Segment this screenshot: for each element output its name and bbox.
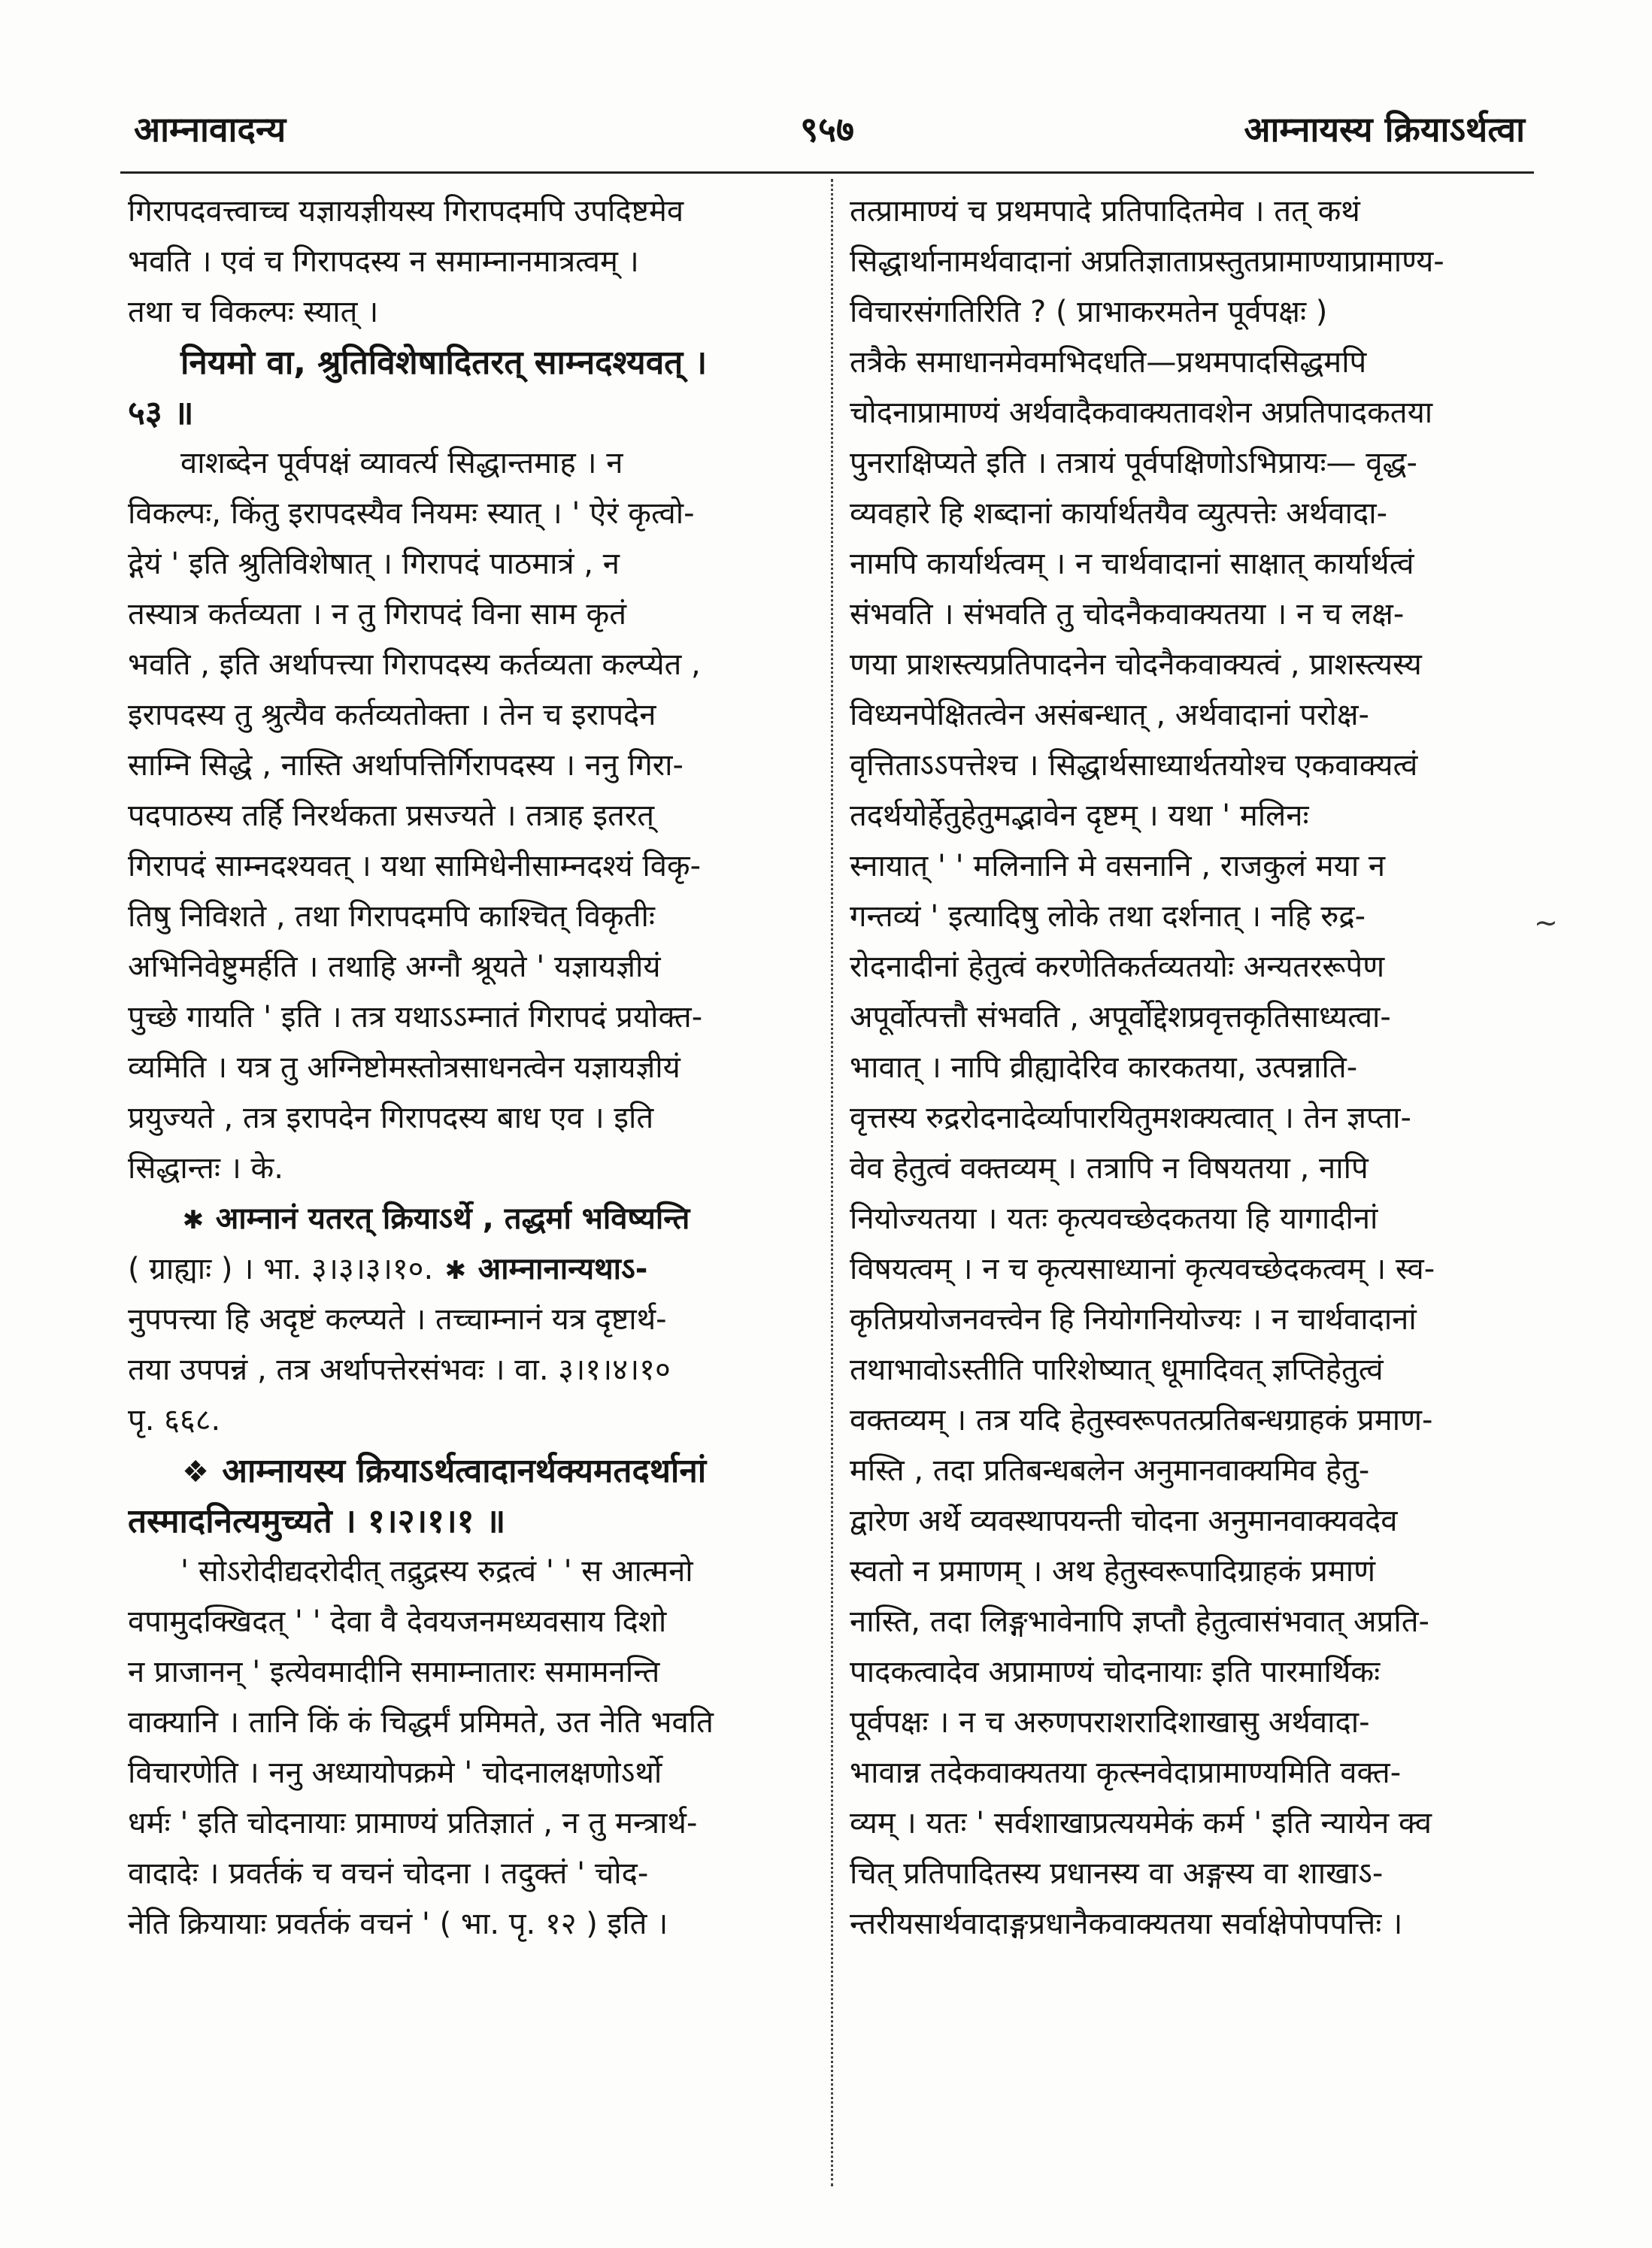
header-left-title: आम्नावादन्य	[134, 109, 286, 150]
text-line: तत्रैके समाधानमेवमभिदधति—प्रथमपादसिद्धमपि	[850, 345, 1367, 380]
text-line: वाशब्देन पूर्वपक्षं व्यावर्त्य सिद्धान्तमाह । न	[180, 446, 623, 480]
text-line: व्यमिति । यत्र तु अग्निष्टोमस्तोत्रसाधनत्वेन यज्ञायज्ञीयं	[128, 1050, 681, 1085]
asterisk-icon: ✱	[182, 1205, 205, 1235]
sutra-line: नियमो वा, श्रुतिविशेषादितरत् साम्नदश्यवत् ।	[180, 344, 708, 382]
text-line: तदर्थयोर्हेतुहेतुमद्भावेन दृष्टम् । यथा ' मलिनः	[850, 798, 1309, 833]
text-line: मस्ति , तदा प्रतिबन्धबलेन अनुमानवाक्यमिव हेतु-	[850, 1453, 1370, 1488]
text-line: व्यवहारे हि शब्दानां कार्यार्थतयैव व्युत्पत्तेः अर्थवादा-	[850, 496, 1388, 531]
header-right-title: आम्नायस्य क्रियाऽर्थत्वा	[1244, 109, 1525, 150]
text-line: नेति क्रियायाः प्रवर्तकं वचनं ' ( भा. पृ. १२ ) इति ।	[128, 1907, 668, 1941]
text-line: विचारसंगतिरिति ? ( प्राभाकरमतेन पूर्वपक्षः )	[850, 295, 1328, 329]
text-line: स्वतो न प्रमाणम् । अथ हेतुस्वरूपादिग्राहकं प्रमाणं	[850, 1554, 1376, 1589]
text-line: स्नायात् ' ' मलिनानि मे वसनानि , राजकुलं मया न	[850, 849, 1386, 883]
left-column	[128, 186, 812, 2186]
text-line: पुनराक्षिप्यते इति । तत्रायं पूर्वपक्षिणोऽभिप्रायः— वृद्ध-	[850, 446, 1417, 480]
text-line: तस्यात्र कर्तव्यता । न तु गिरापदं विना साम कृतं	[128, 597, 626, 632]
text-line: तिषु निविशते , तथा गिरापदमपि काश्चित् विकृतीः	[128, 899, 655, 934]
text-line: तथाभावोऽस्तीति पारिशेष्यात् धूमादिवत् ज्ञप्तिहेतुत्वं	[850, 1353, 1384, 1387]
text-line: सिद्धान्तः । के.	[128, 1151, 283, 1186]
text-line: अपूर्वोत्पत्तौ संभवति , अपूर्वोद्देशप्रवृत्तकृतिसाध्यत्वा-	[850, 1000, 1391, 1035]
text-line: पूर्वपक्षः । न च अरुणपराशरादिशाखासु अर्थवादा-	[850, 1705, 1370, 1740]
text-line: गिरापदवत्त्वाच्च यज्ञायज्ञीयस्य गिरापदमपि उपदिष्टमेव	[128, 194, 684, 229]
reference-line: नुपपत्त्या हि अदृष्टं कल्प्यते । तच्चाम्नानं यत्र दृष्टार्थ-	[128, 1302, 667, 1337]
sutra-number: ५३ ॥	[128, 394, 194, 432]
header-rule	[120, 171, 1534, 174]
text-line: इरापदस्य तु श्रुत्यैव कर्तव्यतोक्ता । तेन च इरापदेन	[128, 698, 656, 732]
text-line: न प्राजानन् ' इत्येवमादीनि समाम्नातारः समामनन्ति	[128, 1655, 660, 1689]
sutra-heading: तस्मादनित्यमुच्यते । १।२।१।१ ॥	[128, 1502, 506, 1541]
sutra-heading	[128, 1446, 812, 1496]
text-line: भवति , इति अर्थापत्त्या गिरापदस्य कर्तव्यता कल्प्येत ,	[128, 647, 701, 682]
text-line: णया प्राशस्त्यप्रतिपादनेन चोदनैकवाक्यत्वं , प्राशस्त्यस्य	[850, 647, 1422, 682]
text-line: वपामुदक्खिदत् ' ' देवा वै देवयजनमध्यवसाय दिशो	[128, 1604, 667, 1639]
text-line: भावान्न तदेकवाक्यतया कृत्स्नवेदाप्रामाण्यमिति वक्त-	[850, 1756, 1402, 1790]
sutra-heading-text: आम्नायस्य क्रियाऽर्थत्वादानर्थक्यमतदर्थानां	[222, 1452, 707, 1490]
text-line: भवति । एवं च गिरापदस्य न समाम्नानमात्रत्वम् ।	[128, 244, 639, 279]
text-line: नियोज्यतया । यतः कृत्यवच्छेदकतया हि यागादीनां	[850, 1201, 1378, 1236]
text-line: साम्नि सिद्धे , नास्ति अर्थापत्तिर्गिरापदस्य । ननु गिरा-	[128, 748, 684, 783]
text-line: सिद्धार्थानामर्थवादानां अप्रतिज्ञाताप्रस्तुतप्रामाण्याप्रामाण्य-	[850, 244, 1444, 279]
text-line: द्गेयं ' इति श्रुतिविशेषात् । गिरापदं पाठमात्रं , न	[128, 547, 620, 581]
text-line: व्यम् । यतः ' सर्वशाखाप्रत्ययमेकं कर्म ' इति न्यायेन क्व	[850, 1806, 1432, 1841]
text-line: विचारणेति । ननु अध्यायोपक्रमे ' चोदनालक्षणोऽर्थो	[128, 1756, 662, 1790]
text-line: रोदनादीनां हेतुत्वं करणेतिकर्तव्यतयोः अन्यतररूपेण	[850, 950, 1385, 984]
column-divider	[831, 179, 833, 2186]
text-line: वाक्यानि । तानि किं कं चिद्धर्मं प्रमिमते, उत नेति भवति	[128, 1705, 714, 1740]
text-line: प्रयुज्यते , तत्र इरापदेन गिरापदस्य बाध एव । इति	[128, 1101, 654, 1135]
page-number: ९५७	[800, 109, 854, 150]
reference-text: आम्नानं यतरत् क्रियाऽर्थे , तद्धर्मा भविष्यन्ति	[215, 1201, 690, 1236]
text-line: गन्तव्यं ' इत्यादिषु लोके तथा दर्शनात् । नहि रुद्र-	[850, 899, 1366, 934]
asterisk-icon: ✱	[444, 1256, 467, 1286]
text-line: चित् प्रतिपादितस्य प्रधानस्य वा अङ्गस्य वा शाखाऽ-	[850, 1856, 1384, 1891]
text-line: अभिनिवेष्टुमर्हति । तथाहि अग्नौ श्रूयते ' यज्ञायज्ञीयं	[128, 950, 661, 984]
text-line: ' सोऽरोदीद्यदरोदीत् तद्रुद्रस्य रुद्रत्वं ' ' स आत्मनो	[180, 1554, 693, 1589]
section-mark-icon: ❖	[182, 1455, 209, 1489]
text-line: धर्मः ' इति चोदनायाः प्रामाण्यं प्रतिज्ञातं , न तु मन्त्रार्थ-	[128, 1806, 698, 1841]
text-line: कृतिप्रयोजनवत्त्वेन हि नियोगनियोज्यः । न चार्थवादानां	[850, 1302, 1417, 1337]
reference-line	[128, 1244, 812, 1295]
reference-text: आम्नानान्यथाऽ-	[477, 1252, 648, 1286]
text-line: पुच्छे गायति ' इति । तत्र यथाऽऽम्नातं गिरापदं प्रयोक्त-	[128, 1000, 703, 1035]
text-line: वादादेः । प्रवर्तकं च वचनं चोदना । तदुक्तं ' चोद-	[128, 1856, 649, 1891]
text-line: पादकत्वादेव अप्रामाण्यं चोदनायाः इति पारमार्थिकः	[850, 1655, 1381, 1689]
text-line: विकल्पः, किंतु इरापदस्यैव नियमः स्यात् । ' ऐरं कृत्वो-	[128, 496, 695, 531]
right-column	[850, 186, 1534, 2186]
text-line: तत्प्रामाण्यं च प्रथमपादे प्रतिपादितमेव । तत् कथं	[850, 194, 1360, 229]
text-line: वृत्तिताऽऽपत्तेश्च । सिद्धार्थसाध्यार्थतयोश्च एकवाक्यत्वं	[850, 748, 1418, 783]
text-line: द्वारेण अर्थे व्यवस्थापयन्ती चोदना अनुमानवाक्यवदेव	[850, 1504, 1398, 1538]
text-line: वक्तव्यम् । तत्र यदि हेतुस्वरूपतत्प्रतिबन्धग्राहकं प्रमाण-	[850, 1403, 1433, 1438]
text-line: भावात् । नापि व्रीह्यादेरिव कारकतया, उत्पन्नाति-	[850, 1050, 1358, 1085]
text-line: गिरापदं साम्नदश्यवत् । यथा सामिधेनीसाम्नदश्यं विकृ-	[128, 849, 702, 883]
running-header	[120, 105, 1534, 165]
text-line: तथा च विकल्पः स्यात् ।	[128, 295, 379, 329]
margin-mark: ~	[1534, 906, 1558, 939]
text-line: पदपाठस्य तर्हि निरर्थकता प्रसज्यते । तत्राह इतरत्	[128, 798, 655, 833]
text-line: न्तरीयसार्थवादाङ्गप्रधानैकवाक्यतया सर्वाक्षेपोपपत्तिः ।	[850, 1907, 1403, 1941]
text-line: चोदनाप्रामाण्यं अर्थवादैकवाक्यतावशेन अप्रतिपादकतया	[850, 395, 1433, 430]
text-line: वेव हेतुत्वं वक्तव्यम् । तत्रापि न विषयतया , नापि	[850, 1151, 1369, 1186]
text-line: विध्यनपेक्षितत्वेन असंबन्धात् , अर्थवादानां परोक्ष-	[850, 698, 1369, 732]
reference-line: तया उपपन्नं , तत्र अर्थापत्तेरसंभवः । वा. ३।१।४।१०	[128, 1353, 671, 1387]
text-line: विषयत्वम् । न च कृत्यसाध्यानां कृत्यवच्छेदकत्वम् । स्व-	[850, 1252, 1435, 1286]
text-line: नास्ति, तदा लिङ्गभावेनापि ज्ञप्तौ हेतुत्वासंभवात् अप्रति-	[850, 1604, 1429, 1639]
text-line: नामपि कार्यार्थत्वम् । न चार्थवादानां साक्षात् कार्यार्थत्वं	[850, 547, 1414, 581]
reference-line	[128, 1194, 812, 1244]
reference-line: पृ. ६६८.	[128, 1403, 221, 1438]
text-line: संभवति । संभवति तु चोदनैकवाक्यतया । न च लक्ष-	[850, 597, 1405, 632]
text-line: वृत्तस्य रुद्ररोदनादेर्व्यापारयितुमशक्यत्वात् । तेन ज्ञप्ता-	[850, 1101, 1411, 1135]
reference-text: ( ग्राह्याः ) । भा. ३।३।३।१०.	[128, 1252, 443, 1286]
